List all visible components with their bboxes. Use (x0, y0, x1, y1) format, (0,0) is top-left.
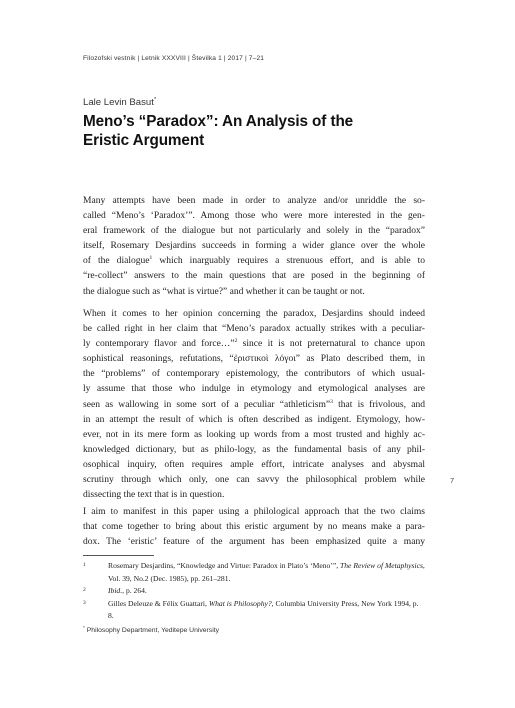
text-run: since it is not preternatural to chance upon (237, 338, 425, 350)
paragraph-line: Many attempts have been made in order to analyze and/or unriddle the so- (83, 195, 425, 206)
text-run: , p. 264. (122, 586, 147, 596)
paragraph-line: “re-collect” answers to the main questions that are posed in the beginning of (83, 270, 425, 282)
affiliation-text: Philosophy Department, Yeditepe University (86, 627, 220, 634)
paragraph-line: be called right in her claim that “Meno’s paradox actually strikes with a peculiar- (83, 323, 425, 335)
paragraph-line: When it comes to her opinion concerning the paradox, Desjardins should indeed (83, 308, 425, 319)
author-affiliation (83, 626, 219, 634)
footnote-text (108, 598, 425, 623)
paragraph-line: knowledged dictionary, but as philo-logy, as the fundamental basis of any phil- (83, 443, 425, 455)
paragraph-line: ever, not in its mere form as looking up words from a most trusted and highly ac- (83, 428, 425, 440)
paragraph-line: called “Meno’s ‘Paradox’”. Among those who were more interested in the gen- (83, 210, 425, 222)
footnote-1 (83, 560, 425, 585)
paragraph-3 (83, 504, 425, 549)
paragraph-line: that come together to bring about this eristic argument by no means make a para- (83, 521, 425, 533)
author-name (83, 97, 156, 108)
footnote-2 (83, 585, 425, 598)
paragraph-line: I aim to manifest in this paper using a philological approach that the two claims (83, 506, 425, 517)
text-run: , Columbia University Press, New York 1994, p. 8. (108, 598, 419, 621)
paragraph-line: scrutiny through which only, one can savvy the philosophical problem while (83, 474, 425, 486)
text-run: that is frivolous, and (332, 398, 425, 410)
affiliation-mark: * (83, 626, 85, 631)
paragraph-line (83, 336, 425, 351)
footnote-text (108, 560, 425, 585)
footnote-number: 2 (83, 587, 86, 594)
journal-header: Filozofski vestnik | Letnik XXXVIII | Številka 1 | 2017 | 7–21 (83, 55, 265, 62)
paragraph-line: itself, Rosemary Desjardins succeeds in forming a wider glance over the whole (83, 240, 425, 252)
article-title (83, 112, 423, 150)
title-line-2: Eristic Argument (83, 132, 205, 149)
paragraph-line: dox. The ‘eristic’ feature of the argument has been emphasized quite a many (83, 536, 425, 548)
text-run: which inarguably requires a strenuous effort, and is able to (152, 255, 425, 267)
paragraph-2 (83, 306, 425, 502)
paragraph-line (83, 253, 425, 268)
footnote-ref: 2 (234, 338, 238, 345)
page-number: 7 (450, 476, 455, 485)
footnote-ref: 1 (149, 255, 153, 262)
text-run: Gilles Deleuze & Félix Guattari, (108, 598, 209, 608)
text-run: of the dialogue (83, 255, 150, 267)
ibid-text: Ibid. (108, 586, 123, 596)
footnote-number: 1 (83, 562, 86, 568)
title-line-1: Meno’s “Paradox”: An Analysis of the (83, 113, 354, 130)
paragraph-line: sophistical reasonings, refutations, “ἐριστικοὶ λόγοι” as Plato described them, in (83, 353, 425, 365)
footnote-number: 3 (83, 599, 86, 606)
author-footnote-mark: * (153, 97, 157, 103)
paragraph-line: ly assume that those who indulge in etymology and etymological analyses are (83, 383, 425, 395)
footnotes (83, 560, 425, 623)
paragraph-line: osophical inquiry, often requires ample effort, intricate analyses and abysmal (83, 458, 425, 470)
author-name-text: Lale Levin Basut (83, 97, 154, 108)
paragraph-line: the dialogue such as “what is virtue?” and whether it can be taught or not. (83, 285, 365, 297)
text-run: ly contemporary flavor and force…” (83, 338, 235, 350)
paragraph-line: dissecting the text that is in question. (83, 489, 225, 501)
footnote-ref: 3 (330, 398, 333, 405)
footnote-3 (83, 598, 425, 623)
paragraph-line: eral framework of the dialogue but not particularly and solely in the “paradox” (83, 225, 425, 237)
footnote-text (108, 585, 425, 598)
paragraph-1 (83, 193, 425, 299)
text-run: seen as wallowing in some sort of a peculiar “athleticism” (83, 398, 331, 410)
paragraph-line: the “problems” of contemporary epistemology, the contributors of which usual- (83, 368, 425, 380)
paragraph-line: in an attempt the result of which is often described as indigent. Etymology, how- (83, 413, 425, 425)
paragraph-line (83, 397, 425, 412)
footnote-rule (83, 555, 154, 556)
text-run: Rosemary Desjardins, “Knowledge and Virtue: Paradox in Plato’s ‘Meno’”, (108, 561, 341, 570)
text-run: , Vol. 39, No.2 (Dec. 1985), pp. 261–281. (108, 561, 425, 583)
journal-title: The Review of Metaphysics (340, 561, 423, 570)
book-title: What is Philosophy? (208, 598, 272, 608)
